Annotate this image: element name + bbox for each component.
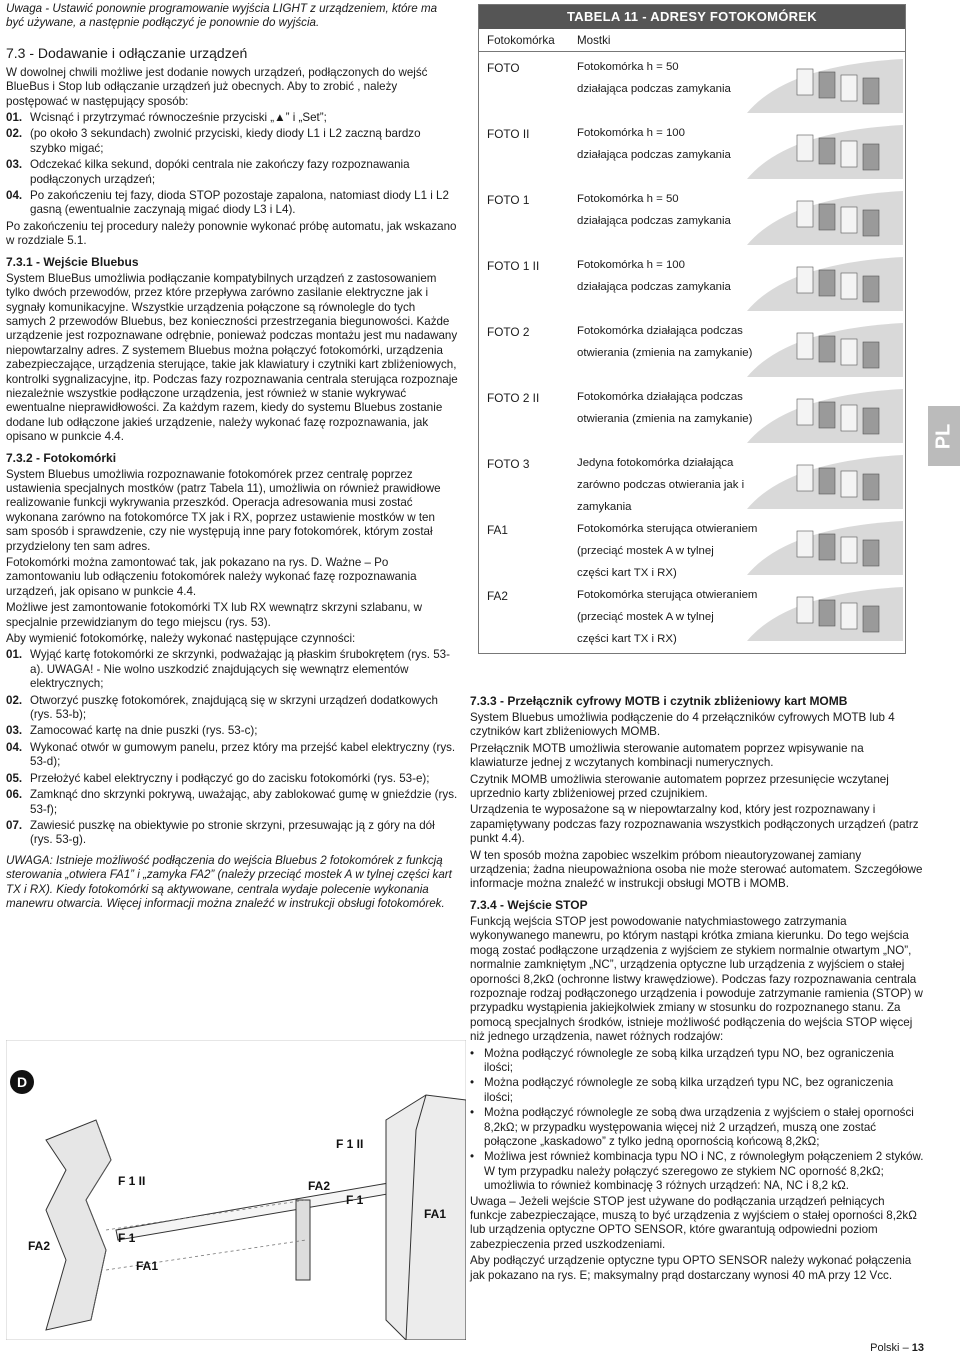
jumper-desc-line: otwierania (zmienia na zamykanie) (577, 413, 753, 425)
jumper-photo (727, 319, 903, 377)
jumper-desc-line: Fotokomórka h = 100 (577, 127, 685, 139)
jumper-desc-line: zamykania (577, 501, 632, 513)
jumper-photo (727, 253, 903, 311)
photocell-name: FOTO 3 (487, 457, 530, 471)
jumper-desc-line: Fotokomórka działająca podczas (577, 325, 743, 337)
list-item: • Można podłączyć równolegle ze sobą kilka urządzeń typu NC, bez ograniczenia ilości; (470, 1076, 894, 1104)
label-f1ii-right: F 1 II (336, 1137, 364, 1151)
para-7-3-2a: System Bluebus umożliwia rozpoznawanie fotokomórek przez centralę poprzez ustawienia specjalnych mostków (patrz Tabela 11), umożliwia on również prawidłowe realizowanie funkcji wykrywania przeszkód. Operacja adresowania musi zostać wykonana zarówno na fotokomórce TX jak i RX, poprzez ustawienie mostków w ten sam sposób i sprawdzenie, czy nie występują inne pary fotokomórek, którym został przydzielony ten sam adres. (6, 467, 441, 553)
heading-7-3-2: 7.3.2 - Fotokomórki (6, 450, 117, 465)
jumper-desc-line: otwierania (zmienia na zamykanie) (577, 347, 753, 359)
table-header (479, 29, 905, 52)
photocell-name: FOTO II (487, 127, 530, 141)
barrier-arm (116, 1180, 411, 1240)
jumper-photo (727, 583, 903, 641)
para-7-3-2b: Fotokomórki można zamontować tak, jak pokazano na rys. D. Ważne – Po zamontowaniu lub odłączeniu fotokomórek należy wykonać fazę rozpoznawania urządzeń, jak opisano w punkcie 4.4. (6, 556, 417, 598)
para-7-3-1: System BlueBus umożliwia podłączanie kompatybilnych urządzeń z zastosowaniem tylko dwóch przewodów, przez które przepływa zarówno zasilanie elektryczne jak i sygnały komunikacyjne. Wszystkie urządzenia połączone są równolegle do tych samych 2 przewodów Bluebus, bez konieczności przestrzegania biegunowości. Każde urządzenie jest rozpoznawane odrębnie, ponieważ podczas montażu jest mu nadawany niepowtarzalny adres. Z systemem Bluebus można połączyć fotokomórki, urządzenia zabezpieczające, urządzenia sterujące, takie jak klawiatury i czytniki kart zbliżeniowych, kontrolki sygnalizacyjne, itp. Podczas fazy rozpoznawania centrala sterująca rozpoznaje niezależnie wszystkie podłączone urządzenia, jest również w stanie wykrywać ewentualne nieprawidłowości. Za każdym razem, kiedy do systemu Bluebus zostanie dodane lub odłączone jakieś urządzenie, należy wykonać fazę rozpoznawania, jak opisano w punkcie 4.4. (6, 271, 458, 444)
photocell-name: FOTO 2 (487, 325, 530, 339)
photocell-name: FOTO 2 II (487, 391, 540, 405)
jumper-desc-line: Fotokomórka sterująca otwieraniem (577, 589, 758, 601)
footer-sep: – (902, 1342, 909, 1354)
left-post (46, 1120, 111, 1330)
jumper-desc-line: części kart TX i RX) (577, 633, 677, 645)
barrier-illustration (6, 1040, 466, 1340)
jumper-desc-line: części kart TX i RX) (577, 567, 677, 579)
para-7-3-3a: System Bluebus umożliwia podłączenie do 4 przełączników cyfrowych MOTB lub 4 czytników kart zbliżeniowych MOMB. (470, 711, 895, 739)
label-f1-left: F 1 (118, 1231, 136, 1245)
step-item: 04. Wykonać otwór w gumowym panelu, przez który ma przejść kabel elektryczny (rys. 53-d); (6, 740, 456, 769)
step-item: 01. Wyjąć kartę fotokomórki ze skrzynki, podważając ją płaskim śrubokrętem (rys. 53-a). UWAGA! - Nie wolno uszkodzić znajdujących się wewnątrz elementów elektrycznych; (6, 648, 450, 691)
label-fa1-left: FA1 (136, 1259, 159, 1273)
list-item: • Można podłączyć równolegle ze sobą dwa urządzenia z wyjściem o stałej oporności 8,2kΩ; w przypadku występowania więcej niż 2 urządzeń, muszą one zostać połączone „kaskadowo” z tylko jedną opornością końcową 8,2kΩ; (470, 1106, 914, 1148)
para-7-3-2d: Aby wymienić fotokomórkę, należy wykonać następujące czynności: (6, 632, 356, 646)
list-item: • Możliwa jest również kombinacja typu NO i NC, z równoległym połączeniem 2 styków. W tym przypadku należy połączyć szeregowo ze stykiem NC oporność 8,2kΩ; umożliwia to również kombinację 3 różnych urządzeń: NA, NC i 8,2 kΩ. (470, 1150, 924, 1193)
para-7-3-4c: Aby podłączyć urządzenie optyczne typu OPTO SENSOR należy wykonać połączenia jak pokazano na rys. E; maksymalny prąd dostarczany wynosi 40 mA przy 12 Vcc. (470, 1254, 912, 1282)
para-7-3-3d: Urządzenia te wyposażone są w niepowtarzalny kod, który jest rozpoznawany i zapamiętywany podczas fazy rozpoznawania wszystkich podłączonych urządzeń (patrz punkt 4.4). (470, 803, 919, 846)
photocell-name: FOTO (487, 61, 520, 75)
label-fa1-right: FA1 (424, 1207, 447, 1221)
uwaga-note: UWAGA: Istnieje możliwość podłączenia do wejścia Bluebus 2 fotokomórek z funkcją sterowania „otwiera FA1” i „zamyka FA2” (należy przeciąć mostek A w tylnej części kart TX i RX). Kiedy fotokomórki są aktywowane, centrala wydaje polecenie wykonania manewru otwarcia. Więcej informacji można znaleźć w instrukcji obsługi fotokomórek. (6, 853, 452, 910)
heading-7-3: 7.3 - Dodawanie i odłączanie urządzeń (6, 44, 248, 61)
jumper-desc-line: Fotokomórka działająca podczas (577, 391, 743, 403)
para-7-3: W dowolnej chwili możliwe jest dodanie nowych urządzeń, podłączonych do wejść BlueBus i Stop lub odłączanie urządzeń już obecnych. Aby to zrobić , należy postępować w następujący sposób: (6, 65, 428, 108)
intro-note: Uwaga - Ustawić ponownie programowanie wyjścia LIGHT z urządzeniem, które ma być używane, a następnie podłączyć je ponownie do wyjścia. (6, 2, 438, 30)
table-11 (478, 4, 906, 654)
jumper-photo (727, 451, 903, 509)
para-7-3-after: Po zakończeniu tej procedury należy ponownie wykonać próbę automatu, jak wskazano w rozdziale 5.1. (6, 219, 457, 248)
step-item: 02. Otworzyć puszkę fotokomórek, znajdującą się w skrzyni urządzeń dodatkowych (rys. 53-b); (6, 693, 438, 722)
step-item: 04. Po zakończeniu tej fazy, dioda STOP pozostaje zapalona, natomiast diody L1 i L2 gasną (ewentualnie zaczynają migać diody L3 i L4). (6, 189, 449, 217)
language-tab: PL (928, 406, 960, 466)
list-item: • Można podłączyć równolegle ze sobą kilka urządzeń typu NO, bez ograniczenia ilości; (470, 1046, 894, 1074)
photocell-name: FA2 (487, 589, 508, 603)
heading-7-3-1: 7.3.1 - Wejście Bluebus (6, 254, 139, 269)
right-column (470, 688, 924, 1285)
step-item: 06. Zamknąć dno skrzynki pokrywą, uważając, aby zablokować gumę w gnieździe (rys. 53-f); (6, 788, 458, 816)
jumper-desc-line: działająca podczas zamykania (577, 149, 731, 161)
jumper-desc-line: zarówno podczas otwierania jak i (577, 479, 745, 491)
label-fa2-mid: FA2 (308, 1179, 331, 1193)
para-7-3-3e: W ten sposób można zapobiec wszelkim próbom nieautoryzowanej zamiany urządzenia; żadna nieupoważniona osoba nie może sterować automatem. Szczegółowe informacje można znaleźć w instrukcji obsługi MOTB i MOMB. (470, 848, 923, 891)
jumper-desc-line: Fotokomórka sterująca otwieraniem (577, 523, 758, 535)
para-7-3-3b: Przełącznik MOTB umożliwia sterowanie automatem poprzez wpisywanie na klawiaturze jednej z wczytanych kombinacji numerycznych. (470, 741, 864, 770)
left-column (6, 2, 458, 913)
para-7-3-3c: Czytnik MOMB umożliwia sterowanie automatem poprzez przesunięcie wczytanej uprzednio karty zbliżeniowej przed czujnikiem. (470, 772, 889, 801)
photocell-name: FOTO 1 (487, 193, 530, 207)
page-number: 13 (911, 1342, 924, 1354)
figure-d (6, 1040, 466, 1340)
photocell-name: FA1 (487, 523, 508, 537)
jumper-desc-line: Fotokomórka h = 50 (577, 61, 679, 73)
jumper-desc-line: Fotokomórka h = 50 (577, 193, 679, 205)
jumper-photo (727, 55, 903, 113)
step-item: 02. (po około 3 sekundach) zwolnić przyciski, kiedy diody L1 i L2 zaczną bardzo szybko migać; (6, 127, 421, 155)
jumper-photo (727, 385, 903, 443)
table-title: TABELA 11 - ADRESY FOTOKOMÓREK (479, 5, 905, 29)
para-7-3-4a: Funkcją wejścia STOP jest powodowanie natychmiastowego zatrzymania wykonywanego manewru, po którym nastąpi krótka zmiana kierunku. Do tego wejścia mogą zostać podłączone urządzenia z wyjściem ze stykiem normalnie otwartym „NO”, normalnie zamkniętym „NC”, urządzenia optyczne lub urządzenia z wyjściem o stałej oporności 8,2kΩ (ochronne listwy krawędziowe). Podczas fazy rozpoznawania centrala rozpoznaje rodzaj podłączonego urządzenia i powoduje zatrzymanie ramienia (STOP) w przypadku wystąpienia jakiejkolwiek zmiany w stosunku do rozpoznanego stanu. Za pomocą specjalnych środków, istnieje możliwość podłączenia do wejścia STOP więcej niż jednego urządzenia, nawet różnych rodzajów: (470, 914, 923, 1044)
col-header-photocell: Fotokomórka (487, 33, 555, 47)
jumper-photo (727, 121, 903, 179)
steps-7-3-2 (6, 648, 458, 847)
jumper-desc-line: działająca podczas zamykania (577, 281, 731, 293)
heading-7-3-4: 7.3.4 - Wejście STOP (470, 897, 588, 912)
step-item: 03. Odczekać kilka sekund, dopóki centrala nie zakończy fazy rozpoznawania podłączonych urządzeń; (6, 158, 410, 186)
step-item: 07. Zawiesić puszkę na obiektywie po stronie skrzyni, przesuwając ją z góry na dół (rys. 53-g). (6, 818, 435, 847)
heading-7-3-3: 7.3.3 - Przełącznik cyfrowy MOTB i czytnik zbliżeniowy kart MOMB (470, 694, 848, 708)
jumper-photo (727, 187, 903, 245)
jumper-desc-line: działająca podczas zamykania (577, 215, 731, 227)
page-footer (870, 1342, 924, 1354)
jumper-desc-line: działająca podczas zamykania (577, 83, 731, 95)
jumper-desc-line: Fotokomórka h = 100 (577, 259, 685, 271)
step-item: 05. Przełożyć kabel elektryczny i podłączyć go do zacisku fotokomórki (rys. 53-e); (6, 771, 430, 785)
photocell-post (296, 1200, 310, 1280)
para-7-3-2c: Możliwe jest zamontowanie fotokomórki TX lub RX wewnątrz skrzyni szlabanu, w specjalnie przewidzianym do tego miejscu (rys. 53). (6, 601, 423, 629)
label-fa2-left: FA2 (28, 1239, 51, 1253)
jumper-desc-line: Jedyna fotokomórka działająca (577, 457, 734, 469)
label-f1-right: F 1 (346, 1193, 364, 1207)
para-7-3-4b: Uwaga – Jeżeli wejście STOP jest używane do podłączania urządzeń pełniących funkcje zabezpieczające, muszą to być urządzenia z wyjściem o stałej oporności 8,2kΩ lub urządzenia optyczne OPTO SENSOR, które gwarantują odpowiedni poziom zabezpieczenia przed uszkodzeniami. (470, 1194, 917, 1251)
figure-letter: D (16, 1074, 28, 1090)
photocell-name: FOTO 1 II (487, 259, 540, 273)
stop-bullets (470, 1047, 924, 1194)
steps-7-3 (6, 111, 458, 218)
step-item: 01. Wcisnąć i przytrzymać równocześnie przyciski „▲” i „Set”; (6, 111, 327, 125)
label-f1ii-left: F 1 II (118, 1174, 146, 1188)
jumper-desc-line: (przeciąć mostek A w tylnej (577, 545, 714, 557)
footer-lang: Polski (870, 1342, 900, 1354)
jumper-desc-line: (przeciąć mostek A w tylnej (577, 611, 714, 623)
jumper-photo (727, 517, 903, 575)
step-item: 03. Zamocować kartę na dnie puszki (rys. 53-c); (6, 724, 258, 738)
col-header-jumpers: Mostki (577, 33, 611, 47)
